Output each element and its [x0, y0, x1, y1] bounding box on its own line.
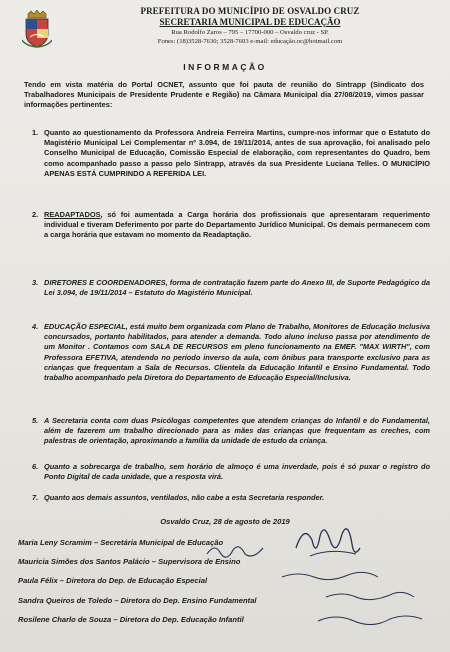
signatory-secretary: Maria Leny Scramim – Secretária Municipal de Educação: [18, 538, 224, 547]
list-item-3: [32, 278, 430, 298]
item-number: 1.: [32, 128, 39, 137]
list-item-2: [32, 210, 430, 241]
item-text: A Secretaria conta com duas Psicólogas competentes que atendem crianças do Infantil e do Fundamental, além de fazerem um trabalho direcionado para as mães das crianças que frequentam as creches, com palestras de orientação, aproximando a família da unidade de estudo da criança.: [44, 416, 430, 446]
header-municipality: PREFEITURA DO MUNICÍPIO DE OSVALDO CRUZ: [140, 6, 360, 16]
item-text: Quanto a sobrecarga de trabalho, sem horário de almoço é uma inverdade, pois é só puxar o registro do Ponto Digital de cada unidade, que a resposta virá.: [44, 462, 430, 482]
intro-paragraph: Tendo em vista matéria do Portal OCNET, assunto que foi pauta de reunião do Sintrapp (Sindicato dos Trabalhadores Municipais de Presidente Prudente e Região) na Câmara Municipal dia 27/08/2019, vimos passar informações pertinentes:: [24, 80, 424, 110]
item-number: 3.: [32, 278, 39, 287]
coat-of-arms-icon: [22, 10, 52, 48]
item-text: [44, 210, 430, 241]
item-text-main: Quanto ao questionamento da Professora Andreia Ferreira Martins, cumpre-nos informar que o Estatuto do Magistério Municipal Lei Complementar nº 3.094, de 19/11/2014, antes de sua aprovação, foi analisado pelo Conselho Municipal de Educação, Comissão Especial de elaboração, com representantes do Quadro, bem como acompanhado passo a passo pelo Sintrapp, através da sua Presidente Luciana Telles.: [44, 128, 430, 168]
item-text: [44, 128, 430, 179]
item-text-emphasis: O MUNICÍPIO APENAS ESTÁ CUMPRINDO A REFERIDA LEI.: [44, 158, 431, 178]
item-number: 4.: [32, 322, 39, 331]
letterhead: [100, 6, 400, 46]
signatory-special-education: Paula Félix – Diretora do Dep. de Educação Especial: [18, 576, 208, 585]
list-item-1: [32, 128, 430, 179]
signatory-infantil: Rosilene Charlo de Souza – Diretora do Dep. Educação Infantil: [18, 615, 244, 624]
list-item-5: [32, 416, 430, 447]
item-text: Quanto aos demais assuntos, ventilados, não cabe a esta Secretaria responder.: [44, 493, 325, 502]
list-item-6: [32, 462, 430, 482]
document-title: INFORMAÇÃO: [183, 62, 267, 72]
item-text-main: , só foi aumentada a Carga horária dos profissionais que apresentaram requerimento individual e tiveram Deferimento por parte do Departamento Jurídico Municipal. Os demais permanecem com a carga horária que estavam no momento da Readaptação.: [44, 210, 430, 240]
item-number: 5.: [32, 416, 39, 425]
header-address: Rua Rodolfo Zaros – 795 – 17700-000 – Osvaldo cruz - SP.: [171, 29, 329, 36]
signatory-supervisor: Mauricia Simões dos Santos Palácio – Supervisora de Ensino: [18, 557, 241, 566]
header-department: SECRETARIA MUNICIPAL DE EDUCAÇÃO: [159, 17, 341, 27]
signatory-fundamental: Sandra Queiros de Toledo – Diretora do Dep. Ensino Fundamental: [18, 596, 257, 605]
list-item-7: [32, 493, 430, 503]
item-text: EDUCAÇÃO ESPECIAL, está muito bem organizada com Plano de Trabalho, Monitores de Educação Inclusiva concursados, portanto habilitados, para atender a demanda. Todo aluno incluso passa por atendimento de um Monitor . Contamos com SALA DE RECURSOS em pleno funcionamento na EMEF. "MAX WIRTH", com Professora EFETIVA, atendendo no período inverso da aula, com ônibus para transporte exclusivo para as crianças que frequentam a Sala de Recursos. Clientela da Educação Infantil e Ensino Fundamental. Todo trabalho acompanhado pela Diretora do Departamento de Educação Especial/Inclusiva.: [44, 322, 430, 383]
item-number: 2.: [32, 210, 39, 219]
header-contacts: Fones: (18)3528-7630; 3528-7603 e-mail: educação.oc@hotmail.com: [157, 38, 343, 45]
list-item-4: [32, 322, 430, 383]
item-number: 6.: [32, 462, 39, 471]
document-date: Osvaldo Cruz, 28 de agosto de 2019: [160, 517, 290, 526]
item-text: DIRETORES E COORDENADORES, forma de contratação fazem parte do Anexo III, de Suporte Pedagógico da Lei 3.094, de 19/11/2014 – Estatuto do Magistério Municipal.: [44, 278, 430, 298]
handwritten-signatures: [278, 563, 428, 643]
item-number: 7.: [32, 493, 39, 502]
item-text-heading: READAPTADOS: [44, 210, 101, 219]
